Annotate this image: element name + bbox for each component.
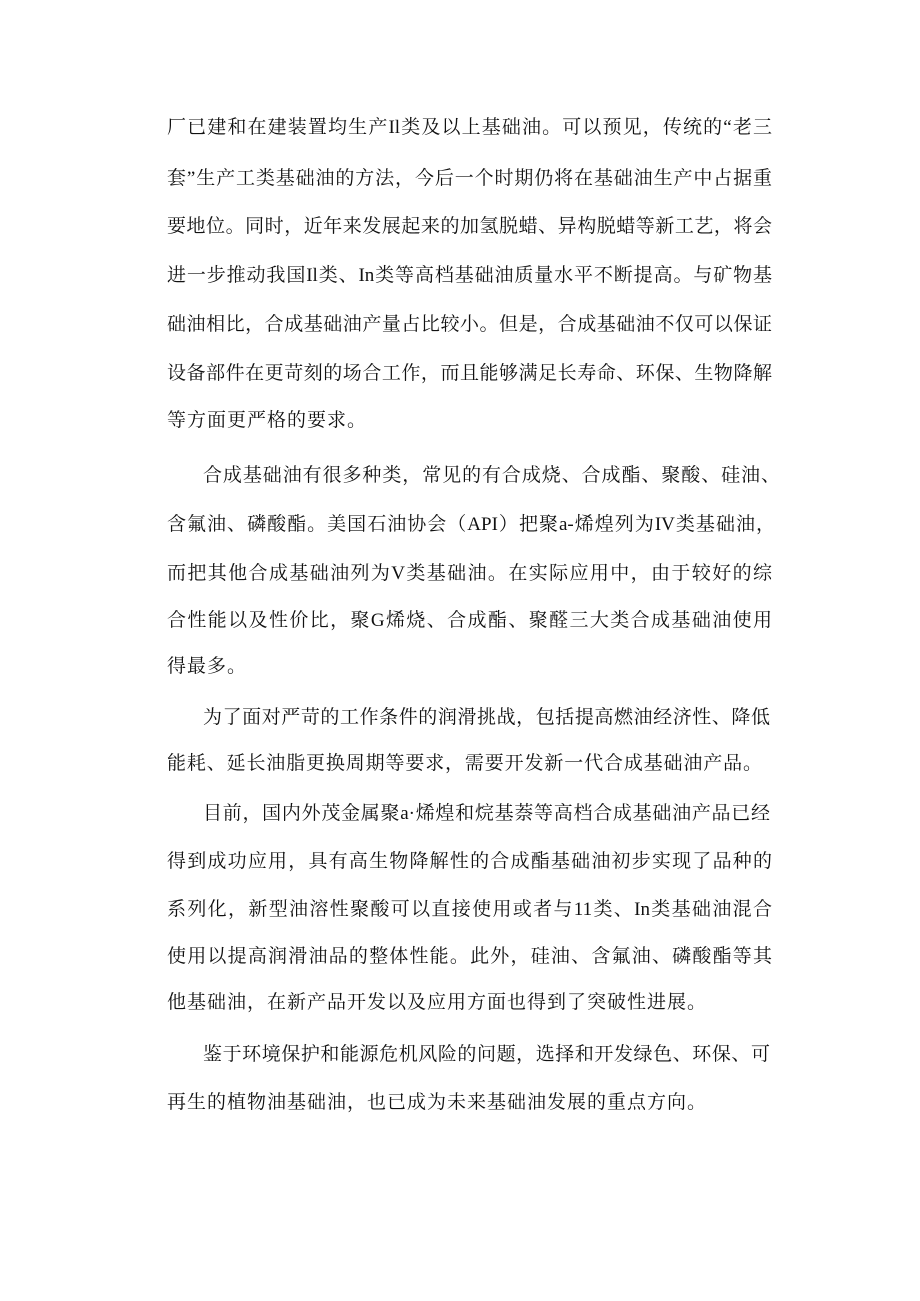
text-line: 而把其他合成基础油列为V类基础油。在实际应用中，由于较好的综 [167,563,772,584]
text-line: 再生的植物油基础油，也已成为未来基础油发展的重点方向。 [167,1092,708,1113]
text-line: 合成基础油有很多种类，常见的有合成烧、合成酯、聚酸、硅油、 [203,465,780,486]
text-line: 使用以提高润滑油品的整体性能。此外，硅油、含氟油、磷酸酯等其 [167,946,772,967]
text-line: 套”生产工类基础油的方法，今后一个时期仍将在基础油生产中占据重 [167,168,772,189]
text-line: 得到成功应用，具有高生物降解性的合成酯基础油初步实现了品种的 [167,851,772,872]
text-line: 设备部件在更苛刻的场合工作，而且能够满足长寿命、环保、生物降解 [167,363,772,384]
text-line: 础油相比，合成基础油产量占比较小。但是，合成基础油不仅可以保证 [167,314,772,335]
text-line: 含氟油、磷酸酯。美国石油协会（API）把聚a-烯煌列为IV类基础油， [167,514,775,535]
text-line: 要地位。同时，近年来发展起来的加氢脱蜡、异构脱蜡等新工艺，将会 [167,216,772,237]
text-line: 为了面对严苛的工作条件的润滑挑战，包括提高燃油经济性、降低 [203,707,770,728]
text-line: 目前，国内外茂金属聚a·烯煌和烷基萘等高档合成基础油产品已经 [203,803,770,824]
text-line: 进一步推动我国Il类、In类等高档基础油质量水平不断提高。与矿物基 [167,265,772,286]
text-line: 他基础油，在新产品开发以及应用方面也得到了突破性进展。 [167,992,708,1013]
text-line: 合性能以及性价比，聚G烯烧、合成酯、聚醛三大类合成基础油使用 [167,610,772,631]
text-line: 厂已建和在建装置均生产Il类及以上基础油。可以预见，传统的“老三 [167,117,772,138]
text-line: 能耗、延长油脂更换周期等要求，需要开发新一代合成基础油产品。 [167,753,762,774]
text-line: 得最多。 [167,656,248,677]
text-line: 鉴于环境保护和能源危机风险的问题，选择和开发绿色、环保、可 [203,1044,770,1065]
text-line: 等方面更严格的要求。 [167,410,368,431]
text-line: 系列化，新型油溶性聚酸可以直接使用或者与11类、In类基础油混合 [167,899,772,920]
